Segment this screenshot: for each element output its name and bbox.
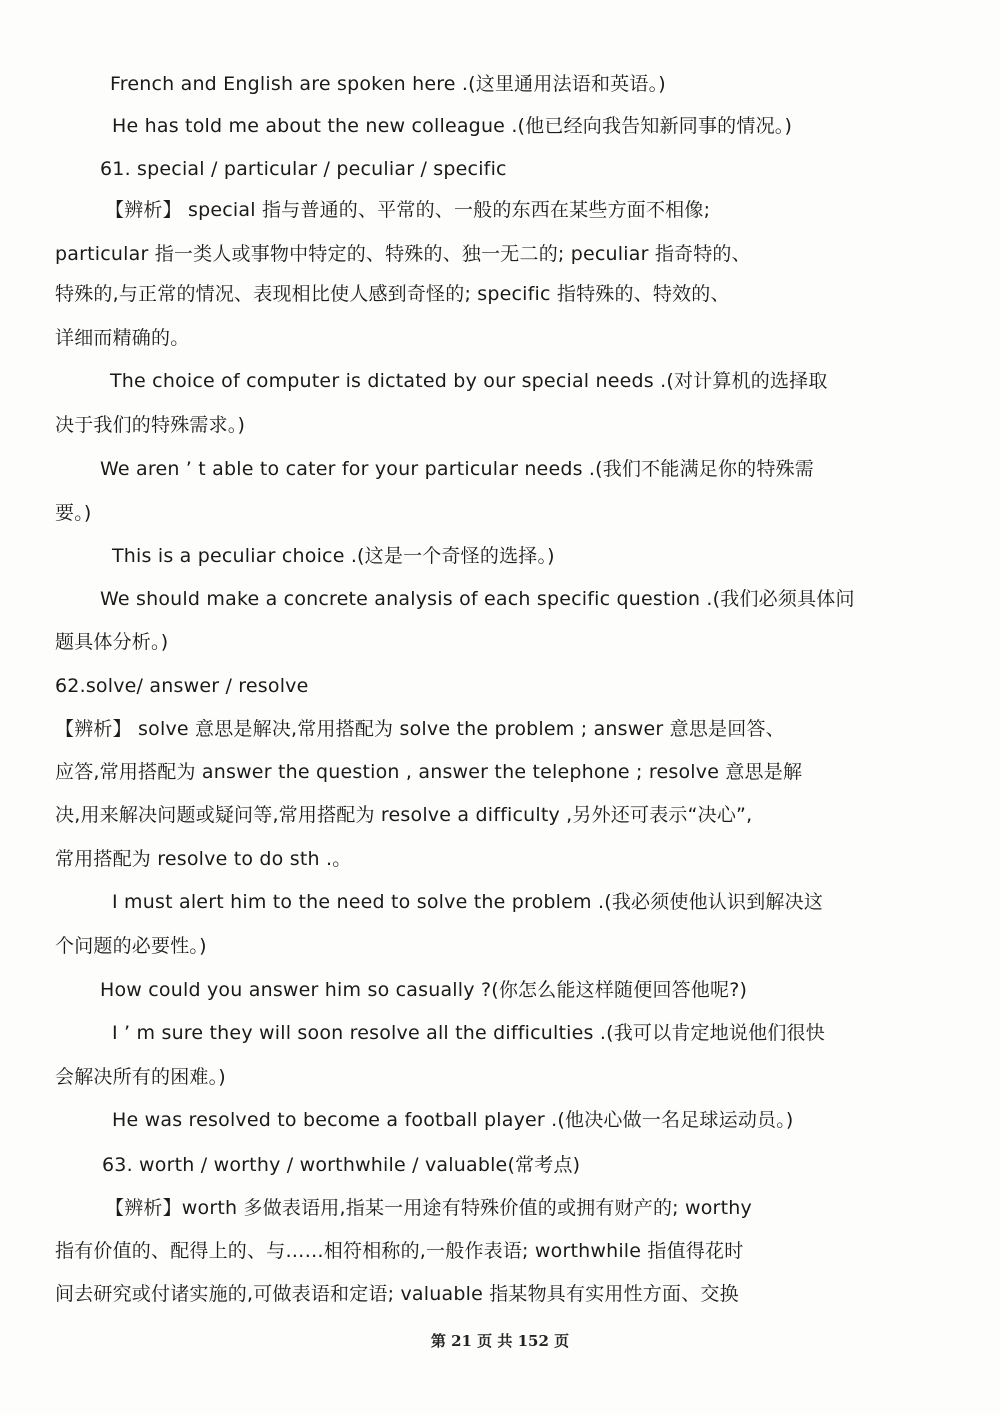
example-sentence: French and English are spoken here .(这里通用法语和英语。) <box>110 73 666 95</box>
section-heading-61: 61. special / particular / peculiar / specific <box>100 158 507 180</box>
analysis-paragraph: particular 指一类人或事物中特定的、特殊的、独一无二的; peculiar 指奇特的、 <box>55 243 751 265</box>
example-sentence: I ’ m sure they will soon resolve all the difficulties .(我可以肯定地说他们很快 <box>112 1022 825 1044</box>
example-sentence: How could you answer him so casually ?(你怎么能这样随便回答他呢?) <box>100 979 748 1001</box>
analysis-paragraph: 【辨析】 special 指与普通的、平常的、一般的东西在某些方面不相像; <box>105 199 711 221</box>
example-sentence: 要。) <box>55 502 92 524</box>
example-sentence: We aren ’ t able to cater for your particular needs .(我们不能满足你的特殊需 <box>100 458 814 480</box>
example-sentence: The choice of computer is dictated by our special needs .(对计算机的选择取 <box>110 370 828 392</box>
analysis-paragraph: 【辨析】 solve 意思是解决,常用搭配为 solve the problem ; answer 意思是回答、 <box>55 718 785 740</box>
example-sentence: He has told me about the new colleague .(他已经向我告知新同事的情况。) <box>112 115 793 137</box>
example-sentence: 会解决所有的困难。) <box>55 1066 226 1088</box>
analysis-paragraph: 特殊的,与正常的情况、表现相比使人感到奇怪的; specific 指特殊的、特效的、 <box>55 283 730 305</box>
analysis-paragraph: 间去研究或付诸实施的,可做表语和定语; valuable 指某物具有实用性方面、交换 <box>55 1283 739 1305</box>
example-sentence: 题具体分析。) <box>55 631 169 653</box>
analysis-paragraph: 指有价值的、配得上的、与……相符相称的,一般作表语; worthwhile 指值得花时 <box>55 1240 744 1262</box>
example-sentence: 个问题的必要性。) <box>55 935 207 957</box>
analysis-paragraph: 常用搭配为 resolve to do sth .。 <box>55 848 352 870</box>
example-sentence: This is a peculiar choice .(这是一个奇怪的选择。) <box>112 545 555 567</box>
section-heading-62: 62.solve/ answer / resolve <box>55 675 309 697</box>
analysis-paragraph: 详细而精确的。 <box>55 327 190 349</box>
analysis-paragraph: 决,用来解决问题或疑问等,常用搭配为 resolve a difficulty ,另外还可表示“决心”, <box>55 804 753 826</box>
analysis-paragraph: 应答,常用搭配为 answer the question , answer the telephone ; resolve 意思是解 <box>55 761 803 783</box>
analysis-paragraph: 【辨析】worth 多做表语用,指某一用途有特殊价值的或拥有财产的; worthy <box>105 1197 752 1219</box>
example-sentence: He was resolved to become a football player .(他决心做一名足球运动员。) <box>112 1109 794 1131</box>
example-sentence: We should make a concrete analysis of each specific question .(我们必须具体问 <box>100 588 855 610</box>
section-heading-63: 63. worth / worthy / worthwhile / valuable(常考点) <box>102 1154 581 1176</box>
page-footer: 第 21 页 共 152 页 <box>430 1332 570 1350</box>
example-sentence: 决于我们的特殊需求。) <box>55 414 246 436</box>
example-sentence: I must alert him to the need to solve the problem .(我必须使他认识到解决这 <box>112 891 824 913</box>
